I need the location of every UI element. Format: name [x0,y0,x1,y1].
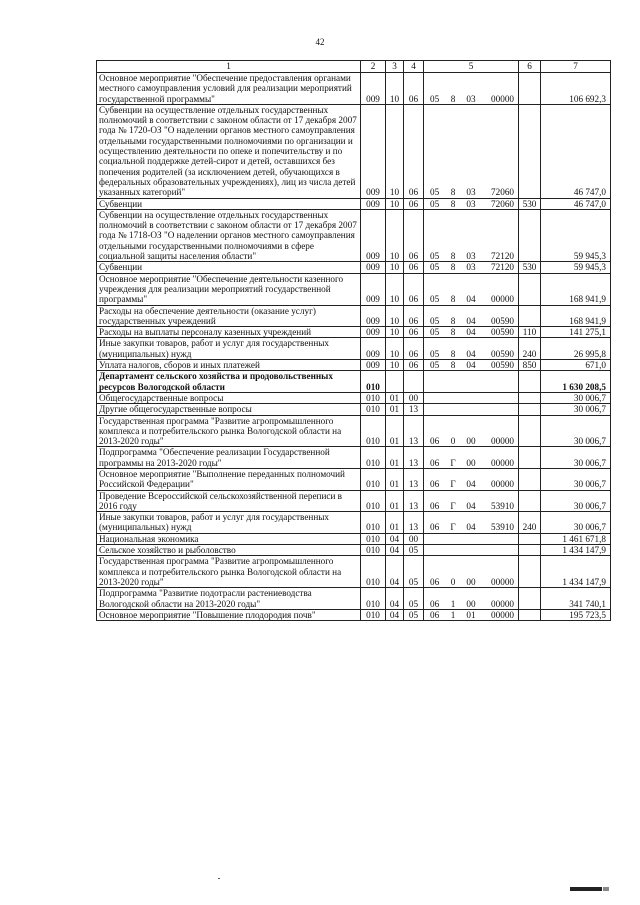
row-name: Департамент сельского хозяйства и продовольственных ресурсов Вологодской области [97,371,361,393]
code-part: 05 [430,93,440,104]
footer-mark [570,887,602,891]
expense-type-code [519,305,541,327]
table-row [97,305,611,327]
code-part: 53910 [491,522,514,533]
section-code: 10 [386,209,404,261]
code-part: 8 [450,348,456,359]
amount: 46 747,0 [541,104,611,198]
target-article-parts [424,522,518,532]
code-part: Г [450,479,456,490]
code-part: 04 [466,500,476,511]
table-row [97,415,611,447]
target-article-code [424,468,519,490]
expense-type-code [519,104,541,198]
section-code: 10 [386,73,404,105]
expense-type-code [519,588,541,610]
table-row [97,209,611,261]
ministry-code: 009 [361,209,386,261]
code-part: 00590 [491,348,514,359]
code-part: 00000 [491,598,514,609]
row-name: Государственная программа "Развитие агропромышленного комплекса и потребительского рынка Вологодской области на 2013-2020 годы" [97,556,361,588]
section-code: 10 [386,327,404,338]
target-article-code [424,273,519,305]
table-row [97,512,611,534]
code-part: 00590 [491,360,514,371]
table-row [97,262,611,273]
target-article-code [424,392,519,403]
code-part: Г [450,500,456,511]
target-article-parts [424,262,518,272]
code-part: 06 [430,436,440,447]
ministry-code: 009 [361,104,386,198]
target-article-code [424,545,519,556]
row-name: Основное мероприятие "Обеспечение предоставления органами местного самоуправления условий для реализации мероприятий государственной программы" [97,73,361,105]
header-cell: 5 [424,61,519,73]
code-part: 05 [430,360,440,371]
table-row [97,360,611,371]
expense-type-code [519,73,541,105]
target-article-code [424,556,519,588]
ministry-code: 010 [361,556,386,588]
row-name: Подпрограмма "Обеспечение реализации Государственной программы на 2013-2020 годы" [97,447,361,469]
expense-type-code [519,468,541,490]
header-cell: 7 [541,61,611,73]
code-part: 05 [430,262,440,273]
table-row [97,447,611,469]
section-code: 04 [386,545,404,556]
code-part: 00 [466,598,476,609]
amount: 30 006,7 [541,512,611,534]
target-article-parts [424,349,518,359]
target-article-code [424,512,519,534]
code-part: 06 [430,598,440,609]
ministry-code: 010 [361,609,386,620]
expense-type-code [519,371,541,393]
expense-type-code: 530 [519,262,541,273]
table-row [97,490,611,512]
subsection-code: 05 [404,588,424,610]
subsection-code: 06 [404,198,424,209]
code-part: 72120 [491,251,514,262]
amount: 46 747,0 [541,198,611,209]
code-part: 00000 [491,609,514,620]
section-code: 04 [386,588,404,610]
code-part: 06 [430,522,440,533]
section-code: 10 [386,198,404,209]
code-part: 05 [430,327,440,338]
code-part: 05 [430,251,440,262]
header-cell: 4 [404,61,424,73]
code-part: 8 [450,360,456,371]
code-part: 8 [450,262,456,273]
code-part: 8 [450,315,456,326]
amount: 59 945,3 [541,262,611,273]
code-part: 01 [466,609,476,620]
code-part: 04 [466,294,476,305]
code-part: 00 [466,576,476,587]
amount: 195 723,5 [541,609,611,620]
section-code [386,371,404,393]
target-article-code [424,360,519,371]
amount: 26 995,8 [541,338,611,360]
table-row [97,609,611,620]
subsection-code: 05 [404,545,424,556]
ministry-code: 010 [361,533,386,544]
row-name: Основное мероприятие "Обеспечение деятельности казенного учреждения для реализации мероприятий государственной программы" [97,273,361,305]
row-name: Уплата налогов, сборов и иных платежей [97,360,361,371]
target-article-parts [424,610,518,620]
target-article-code [424,447,519,469]
header-cell: 2 [361,61,386,73]
code-part: 03 [466,262,476,273]
target-article-code [424,262,519,273]
code-part: 05 [430,187,440,198]
target-article-parts [424,294,518,304]
code-part: 06 [430,500,440,511]
subsection-code: 13 [404,415,424,447]
code-part: 04 [466,360,476,371]
ministry-code: 010 [361,512,386,534]
row-name: Основное мероприятие "Повышение плодородия почв" [97,609,361,620]
amount: 30 006,7 [541,490,611,512]
ministry-code: 009 [361,360,386,371]
code-part: 0 [450,436,456,447]
amount: 30 006,7 [541,415,611,447]
amount: 168 941,9 [541,305,611,327]
footer-mark [603,887,609,891]
target-article-code [424,490,519,512]
target-article-parts [424,577,518,587]
code-part: 8 [450,251,456,262]
target-article-code [424,371,519,393]
table-row [97,73,611,105]
code-part: 06 [430,457,440,468]
row-name: Расходы на обеспечение деятельности (оказание услуг) государственных учреждений [97,305,361,327]
code-part: 04 [466,348,476,359]
amount: 30 006,7 [541,468,611,490]
expense-type-code [519,209,541,261]
header-cell: 6 [519,61,541,73]
section-code: 10 [386,305,404,327]
ministry-code: 009 [361,273,386,305]
target-article-code [424,404,519,415]
section-code: 10 [386,338,404,360]
table-row [97,545,611,556]
expense-type-code: 240 [519,338,541,360]
scan-mark [218,878,220,879]
expense-type-code [519,447,541,469]
table-row [97,198,611,209]
ministry-code: 010 [361,468,386,490]
expense-type-code [519,545,541,556]
row-name: Национальная экономика [97,533,361,544]
section-code: 10 [386,262,404,273]
target-article-code [424,533,519,544]
row-name: Субвенции на осуществление отдельных государственных полномочий в соответствии с законом области от 17 декабря 2007 года № 1718-ОЗ "О наделении органов местного самоуправления отдельными государственными полномочиями в сфере социальной защиты населения области" [97,209,361,261]
target-article-code [424,609,519,620]
table-row [97,338,611,360]
row-name: Субвенции [97,198,361,209]
amount: 30 006,7 [541,392,611,403]
subsection-code: 06 [404,209,424,261]
row-name: Иные закупки товаров, работ и услуг для государственных (муниципальных) нужд [97,338,361,360]
page-number: 42 [315,37,325,47]
code-part: 72060 [491,198,514,209]
section-code: 04 [386,533,404,544]
code-part: 00000 [491,436,514,447]
code-part: 04 [466,327,476,338]
row-name: Расходы на выплаты персоналу казенных учреждений [97,327,361,338]
section-code: 10 [386,360,404,371]
ministry-code: 010 [361,371,386,393]
table-row [97,371,611,393]
row-name: Иные закупки товаров, работ и услуг для государственных (муниципальных) нужд [97,512,361,534]
expense-type-code [519,415,541,447]
code-part: 04 [466,522,476,533]
code-part: 8 [450,327,456,338]
subsection-code: 13 [404,468,424,490]
section-code: 01 [386,468,404,490]
table-row [97,273,611,305]
code-part: 03 [466,251,476,262]
ministry-code: 010 [361,415,386,447]
expense-type-code [519,392,541,403]
ministry-code: 010 [361,447,386,469]
amount: 106 692,3 [541,73,611,105]
row-name: Другие общегосударственные вопросы [97,404,361,415]
target-article-parts [424,479,518,489]
target-article-parts [424,251,518,261]
table-row [97,588,611,610]
target-article-code [424,198,519,209]
target-article-parts [424,316,518,326]
code-part: 06 [430,479,440,490]
ministry-code: 009 [361,327,386,338]
section-code: 01 [386,512,404,534]
target-article-parts [424,436,518,446]
code-part: 00590 [491,315,514,326]
target-article-parts [424,360,518,370]
target-article-code [424,73,519,105]
ministry-code: 009 [361,73,386,105]
code-part: 06 [430,609,440,620]
table-row [97,327,611,338]
subsection-code [404,371,424,393]
amount: 1 434 147,9 [541,545,611,556]
subsection-code: 05 [404,609,424,620]
row-name: Государственная программа "Развитие агропромышленного комплекса и потребительского рынка Вологодской области на 2013-2020 годы" [97,415,361,447]
amount: 141 275,1 [541,327,611,338]
code-part: 05 [430,348,440,359]
code-part: 00590 [491,327,514,338]
code-part: 8 [450,198,456,209]
subsection-code: 13 [404,490,424,512]
table-header-row [97,61,611,73]
target-article-code [424,305,519,327]
subsection-code: 06 [404,305,424,327]
subsection-code: 06 [404,73,424,105]
amount: 59 945,3 [541,209,611,261]
code-part: 8 [450,294,456,305]
code-part: 05 [430,198,440,209]
target-article-code [424,104,519,198]
target-article-parts [424,327,518,337]
section-code: 01 [386,415,404,447]
table-row [97,104,611,198]
subsection-code: 05 [404,556,424,588]
code-part: 05 [430,315,440,326]
section-code: 01 [386,490,404,512]
target-article-parts [424,501,518,511]
target-article-code [424,327,519,338]
code-part: 1 [450,598,456,609]
header-cell: 1 [97,61,361,73]
code-part: 03 [466,198,476,209]
code-part: 00 [466,457,476,468]
amount: 30 006,7 [541,404,611,415]
amount: 1 630 208,5 [541,371,611,393]
subsection-code: 13 [404,447,424,469]
amount: 671,0 [541,360,611,371]
ministry-code: 009 [361,262,386,273]
expense-type-code [519,273,541,305]
code-part: 1 [450,609,456,620]
ministry-code: 010 [361,588,386,610]
subsection-code: 13 [404,512,424,534]
section-code: 01 [386,392,404,403]
ministry-code: 010 [361,392,386,403]
target-article-code [424,415,519,447]
target-article-code [424,338,519,360]
code-part: 05 [430,294,440,305]
code-part: 0 [450,576,456,587]
table-row [97,468,611,490]
expense-type-code: 110 [519,327,541,338]
amount: 168 941,9 [541,273,611,305]
code-part: 00 [466,436,476,447]
target-article-parts [424,187,518,197]
code-part: 53910 [491,500,514,511]
amount: 341 740,1 [541,588,611,610]
code-part: 03 [466,187,476,198]
expense-type-code [519,404,541,415]
target-article-code [424,588,519,610]
section-code: 10 [386,104,404,198]
row-name: Основное мероприятие "Выполнение переданных полномочий Российской Федерации" [97,468,361,490]
table-row [97,392,611,403]
target-article-parts [424,458,518,468]
code-part: 8 [450,187,456,198]
table-row [97,556,611,588]
row-name: Проведение Всероссийской сельскохозяйственной переписи в 2016 году [97,490,361,512]
code-part: 00000 [491,294,514,305]
section-code: 01 [386,447,404,469]
expense-type-code: 850 [519,360,541,371]
target-article-code [424,209,519,261]
code-part: 00000 [491,93,514,104]
ministry-code: 010 [361,404,386,415]
expense-type-code: 530 [519,198,541,209]
expense-type-code [519,556,541,588]
budget-table [96,60,611,621]
section-code: 10 [386,273,404,305]
ministry-code: 009 [361,338,386,360]
subsection-code: 13 [404,404,424,415]
section-code: 01 [386,404,404,415]
subsection-code: 06 [404,262,424,273]
code-part: Г [450,457,456,468]
expense-type-code [519,609,541,620]
code-part: 06 [430,576,440,587]
subsection-code: 06 [404,327,424,338]
target-article-parts [424,199,518,209]
row-name: Сельское хозяйство и рыболовство [97,545,361,556]
ministry-code: 010 [361,545,386,556]
code-part: 00000 [491,457,514,468]
subsection-code: 06 [404,273,424,305]
ministry-code: 010 [361,490,386,512]
subsection-code: 00 [404,533,424,544]
target-article-parts [424,94,518,104]
section-code: 04 [386,556,404,588]
expense-type-code: 240 [519,512,541,534]
amount: 1 461 671,8 [541,533,611,544]
code-part: 8 [450,93,456,104]
subsection-code: 00 [404,392,424,403]
row-name: Общегосударственные вопросы [97,392,361,403]
code-part: 04 [466,315,476,326]
table-row [97,533,611,544]
subsection-code: 06 [404,104,424,198]
code-part: Г [450,522,456,533]
subsection-code: 06 [404,338,424,360]
expense-type-code [519,490,541,512]
amount: 30 006,7 [541,447,611,469]
target-article-parts [424,599,518,609]
row-name: Субвенции на осуществление отдельных государственных полномочий в соответствии с законом области от 17 декабря 2007 года № 1720-ОЗ "О наделении органов местного самоуправления отдельными государственными полномочиями по организации и осуществлению деятельности по опеке и попечительству и по социальной поддержке детей-сирот и детей, оставшихся без попечения родителей (за исключением детей, обучающихся в федеральных образовательных учреждениях), лиц из числа детей указанных категорий" [97,104,361,198]
code-part: 04 [466,479,476,490]
row-name: Субвенции [97,262,361,273]
expense-type-code [519,533,541,544]
row-name: Подпрограмма "Развитие подотрасли растениеводства Вологодской области на 2013-2020 годы" [97,588,361,610]
code-part: 72060 [491,187,514,198]
code-part: 03 [466,93,476,104]
code-part: 00000 [491,479,514,490]
code-part: 00000 [491,576,514,587]
section-code: 04 [386,609,404,620]
ministry-code: 009 [361,305,386,327]
code-part: 72120 [491,262,514,273]
amount: 1 434 147,9 [541,556,611,588]
ministry-code: 009 [361,198,386,209]
header-cell: 3 [386,61,404,73]
table-row [97,404,611,415]
subsection-code: 06 [404,360,424,371]
